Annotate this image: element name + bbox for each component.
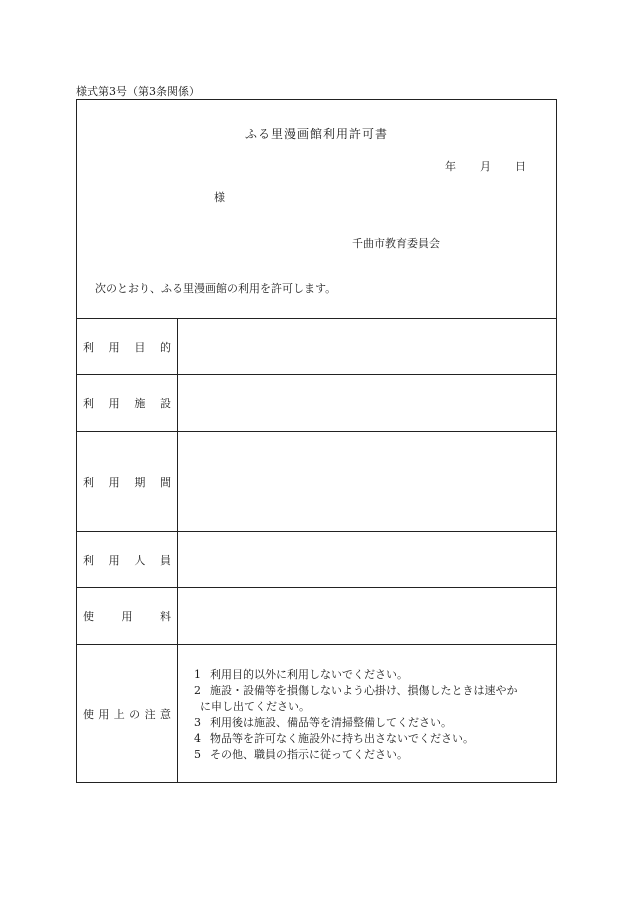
form-number: 様式第3号（第3条関係） bbox=[76, 85, 200, 98]
label-char: 用 bbox=[108, 397, 120, 410]
field-label bbox=[77, 432, 178, 531]
date-month-label: 月 bbox=[480, 160, 491, 173]
issuer-name: 千曲市教育委員会 bbox=[352, 237, 440, 250]
field-value-fee bbox=[178, 588, 556, 644]
note-number: 2 bbox=[194, 684, 201, 697]
field-value-attendees bbox=[178, 532, 556, 587]
label-char: 注 bbox=[144, 707, 156, 721]
label-char: 間 bbox=[159, 475, 171, 489]
field-value-facility bbox=[178, 375, 556, 431]
label-char: 期 bbox=[134, 475, 146, 489]
label-char: の bbox=[129, 707, 141, 721]
field-value-purpose bbox=[178, 319, 556, 374]
note-item bbox=[194, 731, 556, 747]
date-year-label: 年 bbox=[445, 160, 456, 173]
field-label bbox=[77, 645, 178, 782]
label-char: 料 bbox=[160, 610, 171, 623]
label-char: 的 bbox=[159, 340, 171, 354]
label-char: 用 bbox=[98, 707, 110, 721]
usage-notes bbox=[178, 645, 556, 782]
label-char: 利 bbox=[83, 475, 94, 489]
note-item bbox=[194, 667, 556, 683]
label-char: 施 bbox=[134, 397, 146, 410]
field-label bbox=[77, 588, 178, 644]
label-char: 用 bbox=[108, 475, 120, 489]
permit-fields bbox=[77, 319, 556, 782]
field-value-period bbox=[178, 432, 556, 531]
field-label bbox=[77, 319, 178, 374]
label-char: 使 bbox=[83, 610, 94, 623]
label-char: 利 bbox=[83, 340, 94, 354]
field-label bbox=[77, 375, 178, 431]
field-row-notes bbox=[77, 645, 556, 782]
note-text: 施設・設備等を損傷しないよう心掛け、損傷したときは速やか bbox=[210, 684, 518, 697]
field-row-purpose bbox=[77, 319, 556, 375]
label-char: 用 bbox=[108, 553, 120, 567]
field-label bbox=[77, 532, 178, 587]
note-text: 利用後は施設、備品等を清掃整備してください。 bbox=[210, 716, 452, 729]
addressee-suffix: 様 bbox=[214, 191, 225, 204]
label-char: 利 bbox=[83, 397, 94, 410]
note-number: 4 bbox=[194, 732, 201, 745]
field-row-period bbox=[77, 432, 556, 532]
date-day-label: 日 bbox=[515, 160, 526, 173]
label-char: 利 bbox=[83, 553, 94, 567]
label-char: 使 bbox=[83, 707, 94, 721]
note-item bbox=[194, 715, 556, 731]
field-row-facility bbox=[77, 375, 556, 432]
label-char: 意 bbox=[159, 707, 171, 721]
date-line bbox=[445, 158, 526, 174]
label-char: 用 bbox=[121, 610, 133, 623]
note-text: その他、職員の指示に従ってください。 bbox=[210, 748, 408, 761]
note-number: 5 bbox=[194, 748, 201, 761]
note-item-continuation bbox=[194, 699, 556, 715]
label-char: 用 bbox=[108, 340, 120, 354]
note-item bbox=[194, 683, 556, 699]
note-text: 物品等を許可なく施設外に持ち出さないでください。 bbox=[210, 732, 474, 745]
note-text: 利用目的以外に利用しないでください。 bbox=[210, 668, 408, 681]
note-item bbox=[194, 747, 556, 763]
note-number: 3 bbox=[194, 716, 201, 729]
field-row-attendees bbox=[77, 532, 556, 588]
note-number: 1 bbox=[194, 668, 201, 681]
label-char: 設 bbox=[159, 397, 171, 410]
permit-header bbox=[77, 100, 556, 319]
field-row-fee bbox=[77, 588, 556, 645]
label-char: 上 bbox=[113, 707, 125, 721]
permission-statement: 次のとおり、ふる里漫画館の利用を許可します。 bbox=[95, 282, 337, 295]
label-char: 目 bbox=[134, 340, 146, 354]
permit-form bbox=[76, 99, 557, 783]
document-title: ふる里漫画館利用許可書 bbox=[244, 127, 388, 141]
label-char: 人 bbox=[134, 553, 146, 567]
note-text: に申し出てください。 bbox=[200, 700, 310, 713]
label-char: 員 bbox=[159, 553, 171, 567]
